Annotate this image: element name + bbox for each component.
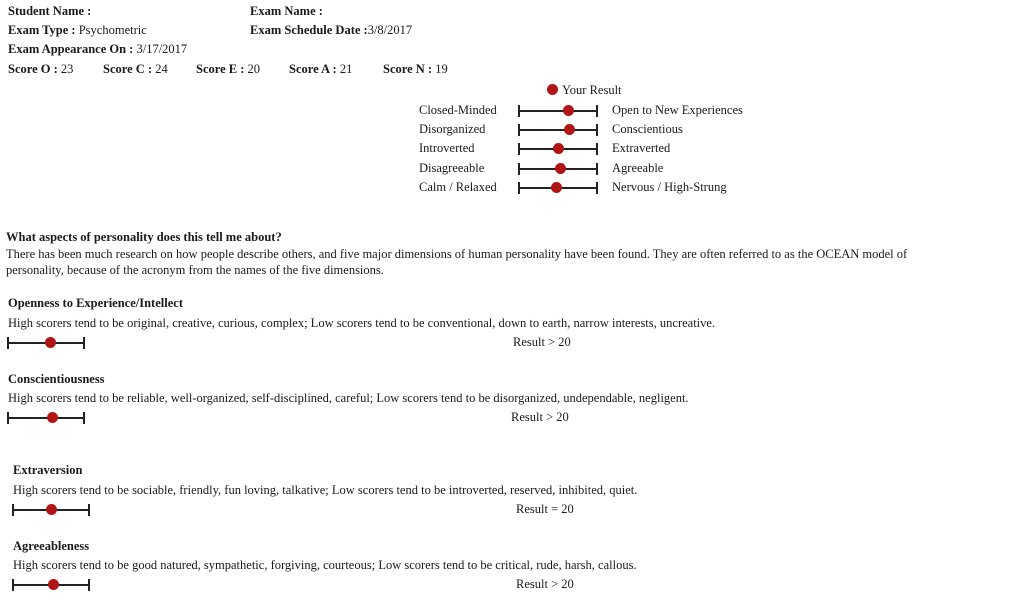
exam-appearance-label: Exam Appearance On : <box>8 42 134 56</box>
section-title: Extraversion <box>13 463 83 477</box>
exam-name-row <box>250 4 323 19</box>
exam-type-label: Exam Type : <box>8 23 76 37</box>
dimension-right-label: Open to New Experiences <box>612 103 743 117</box>
exam-schedule-label: Exam Schedule Date : <box>250 23 368 37</box>
legend <box>547 83 622 98</box>
score-o-label: Score O : <box>8 62 58 76</box>
section-result-marker <box>46 504 57 515</box>
section-title: Conscientiousness <box>8 372 105 386</box>
score-e-value: 20 <box>244 62 260 76</box>
legend-label: Your Result <box>562 83 622 97</box>
score-e <box>196 62 260 77</box>
intro-text: There has been much research on how people describe others, and five major dimensions of human personality have been found. They are often referred to as the OCEAN model of personality, because of the acronym from the names of the five dimensions. <box>6 247 908 277</box>
exam-type-value: Psychometric <box>75 23 147 37</box>
result-marker <box>555 163 566 174</box>
dimension-scale <box>518 123 598 137</box>
exam-type-row <box>8 23 147 38</box>
section-result: Result > 20 <box>511 410 569 424</box>
section-result: Result > 20 <box>516 577 574 591</box>
exam-schedule-value: 3/8/2017 <box>367 23 413 37</box>
exam-appearance-value: 3/17/2017 <box>133 42 188 56</box>
score-a <box>289 62 352 77</box>
section-result-marker <box>47 412 58 423</box>
score-n-label: Score N : <box>383 62 433 76</box>
section-scale <box>7 336 85 350</box>
student-name-row <box>8 4 91 19</box>
section-result-marker <box>48 579 59 590</box>
score-c-label: Score C : <box>103 62 153 76</box>
section-text: High scorers tend to be sociable, friendly, fun loving, talkative; Low scorers tend to be introverted, reserved, inhibited, quiet. <box>13 483 638 497</box>
section-scale <box>7 411 85 425</box>
dimension-left-label: Calm / Relaxed <box>419 180 497 194</box>
dimension-left-label: Disorganized <box>419 122 486 136</box>
result-marker <box>564 124 575 135</box>
dimension-right-label: Conscientious <box>612 122 683 136</box>
section-result-marker <box>45 337 56 348</box>
section-text: High scorers tend to be reliable, well-organized, self-disciplined, careful; Low scorers tend to be disorganized, undependable, negligent. <box>8 391 689 405</box>
score-c-value: 24 <box>152 62 168 76</box>
section-title: Openness to Experience/Intellect <box>8 296 183 310</box>
score-n <box>383 62 448 77</box>
student-name-label: Student Name : <box>8 4 92 18</box>
score-a-label: Score A : <box>289 62 337 76</box>
dimension-right-label: Agreeable <box>612 161 664 175</box>
score-o-value: 23 <box>57 62 74 76</box>
score-e-label: Score E : <box>196 62 245 76</box>
score-a-value: 21 <box>336 62 353 76</box>
score-c <box>103 62 168 77</box>
section-text: High scorers tend to be good natured, sympathetic, forgiving, courteous; Low scorers tend to be critical, rude, harsh, callous. <box>13 558 637 572</box>
dimension-scale <box>518 142 598 156</box>
result-marker <box>551 182 562 193</box>
dimension-right-label: Extraverted <box>612 141 671 155</box>
section-result: Result > 20 <box>513 335 571 349</box>
section-result: Result = 20 <box>516 502 574 516</box>
section-title: Agreeableness <box>13 539 90 553</box>
score-n-value: 19 <box>432 62 448 76</box>
result-dot-icon <box>547 84 558 95</box>
result-marker <box>563 105 574 116</box>
exam-schedule-row <box>250 23 412 38</box>
dimension-left-label: Disagreeable <box>419 161 485 175</box>
section-text: High scorers tend to be original, creative, curious, complex; Low scorers tend to be conventional, down to earth, narrow interests, uncreative. <box>8 316 716 330</box>
exam-name-label: Exam Name : <box>250 4 323 18</box>
dimension-right-label: Nervous / High-Strung <box>612 180 727 194</box>
result-marker <box>553 143 564 154</box>
section-scale <box>12 503 90 517</box>
section-scale <box>12 578 90 592</box>
intro-question: What aspects of personality does this tell me about? <box>6 230 282 244</box>
exam-appearance-row <box>8 42 187 57</box>
dimension-scale <box>518 104 598 118</box>
dimension-scale <box>518 162 598 176</box>
score-o <box>8 62 73 77</box>
dimension-scale <box>518 181 598 195</box>
dimension-left-label: Introverted <box>419 141 475 155</box>
dimension-left-label: Closed-Minded <box>419 103 497 117</box>
